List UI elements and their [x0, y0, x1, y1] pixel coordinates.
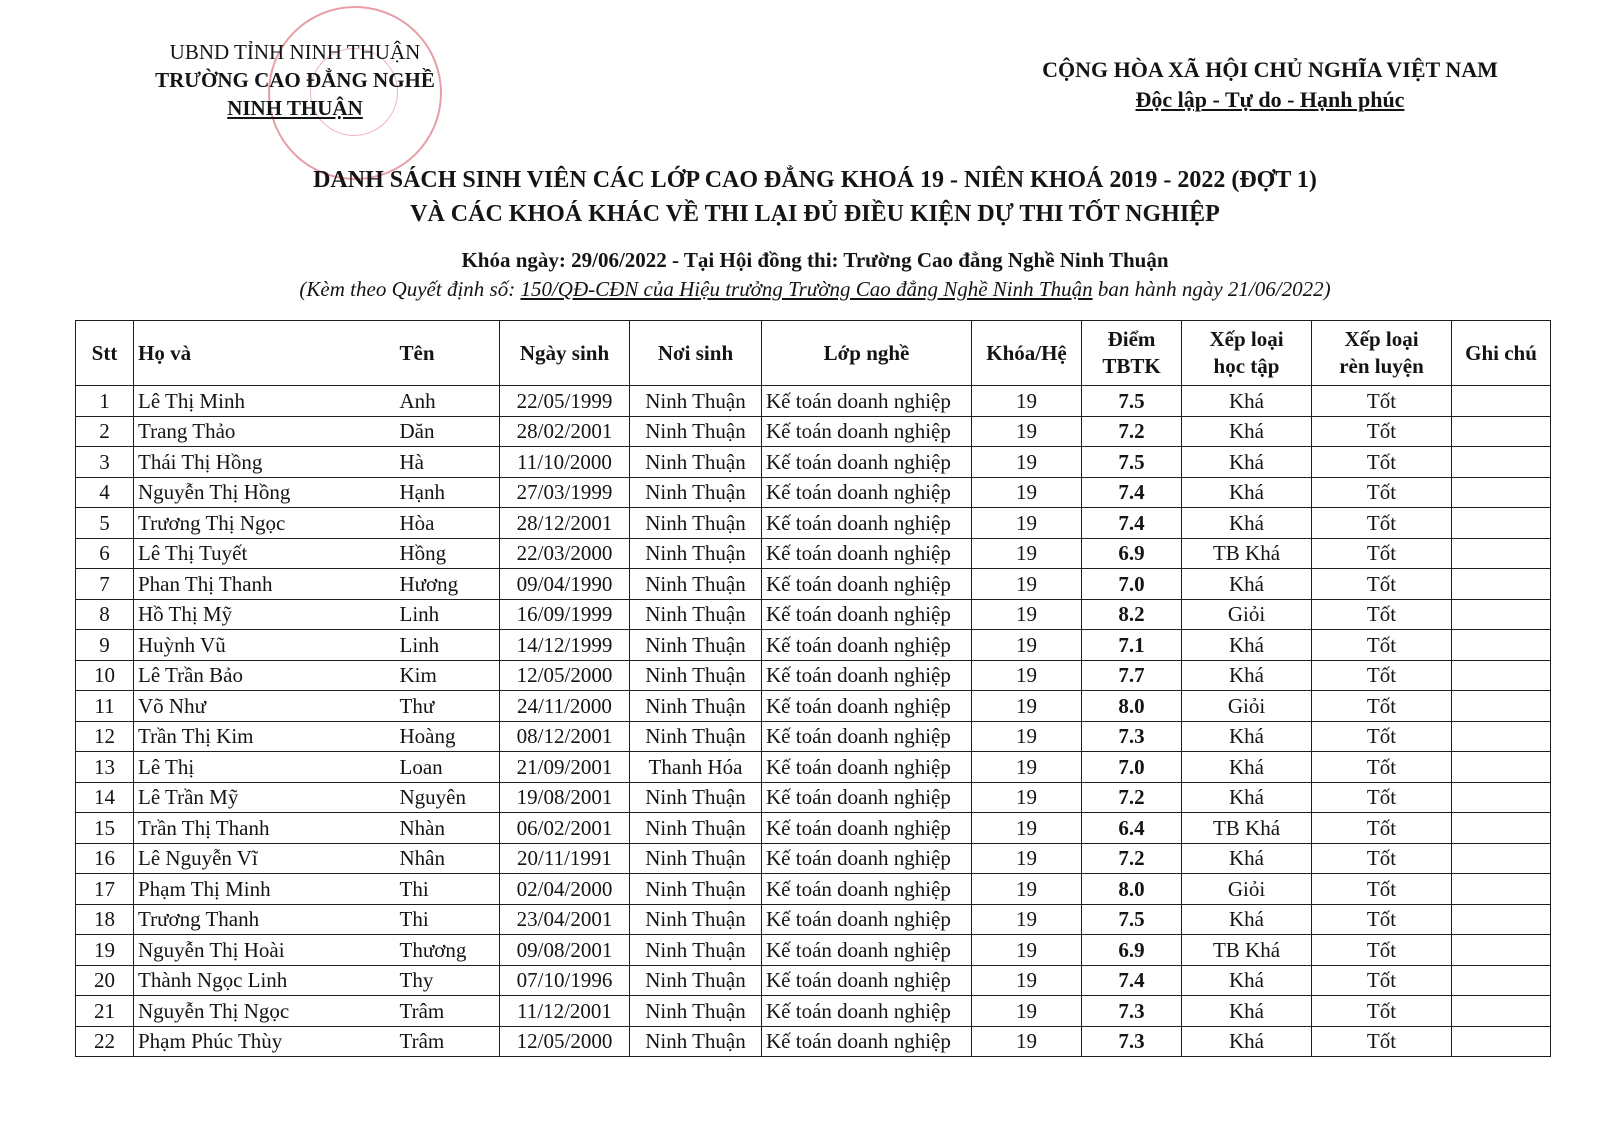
table-row — [76, 538, 1551, 569]
cell-noi-sinh: Ninh Thuận — [630, 416, 762, 447]
header-ren-luyen-line1: Xếp loại — [1344, 327, 1419, 351]
cell-stt: 22 — [76, 1026, 134, 1057]
cell-ho-va: Lê Trần Bảo — [134, 660, 396, 691]
table-row — [76, 965, 1551, 996]
cell-ho-va: Lê Nguyễn Vĩ — [134, 843, 396, 874]
cell-diem-tbtk: 6.9 — [1082, 935, 1182, 966]
cell-xep-loai-hoc-tap: Giỏi — [1182, 599, 1312, 630]
cell-xep-loai-hoc-tap: Khá — [1182, 1026, 1312, 1057]
cell-xep-loai-ren-luyen: Tốt — [1312, 630, 1452, 661]
cell-xep-loai-hoc-tap: Khá — [1182, 630, 1312, 661]
province-committee: UBND TỈNH NINH THUẬN — [169, 40, 421, 64]
cell-xep-loai-hoc-tap: TB Khá — [1182, 813, 1312, 844]
cell-ten: Trâm — [396, 996, 500, 1027]
cell-stt: 9 — [76, 630, 134, 661]
cell-noi-sinh: Ninh Thuận — [630, 813, 762, 844]
cell-xep-loai-ren-luyen: Tốt — [1312, 843, 1452, 874]
national-header — [1030, 55, 1510, 115]
cell-lop-nghe: Kế toán doanh nghiệp — [762, 508, 972, 539]
header-lop-nghe: Lớp nghề — [762, 321, 972, 386]
cell-lop-nghe: Kế toán doanh nghiệp — [762, 782, 972, 813]
cell-stt: 10 — [76, 660, 134, 691]
table-row — [76, 630, 1551, 661]
cell-noi-sinh: Ninh Thuận — [630, 386, 762, 417]
header-diem-tbtk — [1082, 321, 1182, 386]
exam-session-line: Khóa ngày: 29/06/2022 - Tại Hội đồng thi: Trường Cao đẳng Nghề Ninh Thuận — [461, 248, 1169, 272]
cell-ho-va: Lê Thị — [134, 752, 396, 783]
table-row — [76, 447, 1551, 478]
cell-ngay-sinh: 09/04/1990 — [500, 569, 630, 600]
cell-xep-loai-hoc-tap: Giỏi — [1182, 874, 1312, 905]
cell-xep-loai-hoc-tap: Khá — [1182, 996, 1312, 1027]
cell-khoa-he: 19 — [972, 813, 1082, 844]
table-row — [76, 599, 1551, 630]
cell-diem-tbtk: 7.7 — [1082, 660, 1182, 691]
cell-noi-sinh: Ninh Thuận — [630, 538, 762, 569]
cell-lop-nghe: Kế toán doanh nghiệp — [762, 599, 972, 630]
cell-xep-loai-ren-luyen: Tốt — [1312, 874, 1452, 905]
cell-lop-nghe: Kế toán doanh nghiệp — [762, 1026, 972, 1057]
cell-stt: 19 — [76, 935, 134, 966]
cell-khoa-he: 19 — [972, 538, 1082, 569]
cell-khoa-he: 19 — [972, 1026, 1082, 1057]
table-header-row — [76, 321, 1551, 386]
cell-ngay-sinh: 28/12/2001 — [500, 508, 630, 539]
cell-noi-sinh: Ninh Thuận — [630, 630, 762, 661]
cell-ho-va: Trần Thị Thanh — [134, 813, 396, 844]
cell-ho-va: Thái Thị Hồng — [134, 447, 396, 478]
cell-stt: 16 — [76, 843, 134, 874]
cell-lop-nghe: Kế toán doanh nghiệp — [762, 660, 972, 691]
cell-ten: Hạnh — [396, 477, 500, 508]
cell-ho-va: Lê Thị Minh — [134, 386, 396, 417]
decision-prefix: (Kèm theo Quyết định số: — [299, 277, 521, 301]
cell-diem-tbtk: 7.2 — [1082, 416, 1182, 447]
cell-diem-tbtk: 8.0 — [1082, 874, 1182, 905]
cell-noi-sinh: Ninh Thuận — [630, 782, 762, 813]
cell-lop-nghe: Kế toán doanh nghiệp — [762, 996, 972, 1027]
header-noi-sinh: Nơi sinh — [630, 321, 762, 386]
cell-khoa-he: 19 — [972, 721, 1082, 752]
table-row — [76, 813, 1551, 844]
cell-diem-tbtk: 7.4 — [1082, 508, 1182, 539]
cell-ho-va: Trang Thảo — [134, 416, 396, 447]
cell-ghi-chu — [1452, 660, 1551, 691]
header-diem-line1: Điểm — [1107, 327, 1156, 351]
cell-diem-tbtk: 7.5 — [1082, 904, 1182, 935]
cell-ten: Trâm — [396, 1026, 500, 1057]
cell-noi-sinh: Ninh Thuận — [630, 996, 762, 1027]
cell-xep-loai-ren-luyen: Tốt — [1312, 752, 1452, 783]
cell-xep-loai-ren-luyen: Tốt — [1312, 904, 1452, 935]
cell-ten: Anh — [396, 386, 500, 417]
table-row — [76, 843, 1551, 874]
cell-stt: 17 — [76, 874, 134, 905]
cell-ghi-chu — [1452, 508, 1551, 539]
cell-diem-tbtk: 7.1 — [1082, 630, 1182, 661]
cell-diem-tbtk: 7.4 — [1082, 477, 1182, 508]
cell-lop-nghe: Kế toán doanh nghiệp — [762, 691, 972, 722]
cell-ten: Linh — [396, 630, 500, 661]
cell-xep-loai-hoc-tap: Khá — [1182, 904, 1312, 935]
cell-ten: Dăn — [396, 416, 500, 447]
cell-ghi-chu — [1452, 1026, 1551, 1057]
cell-ngay-sinh: 09/08/2001 — [500, 935, 630, 966]
cell-khoa-he: 19 — [972, 660, 1082, 691]
cell-khoa-he: 19 — [972, 447, 1082, 478]
header-ten: Tên — [396, 321, 500, 386]
cell-ho-va: Trương Thị Ngọc — [134, 508, 396, 539]
cell-xep-loai-hoc-tap: Khá — [1182, 965, 1312, 996]
cell-ten: Kim — [396, 660, 500, 691]
cell-ten: Nhân — [396, 843, 500, 874]
cell-ho-va: Hồ Thị Mỹ — [134, 599, 396, 630]
cell-noi-sinh: Ninh Thuận — [630, 599, 762, 630]
cell-diem-tbtk: 7.0 — [1082, 752, 1182, 783]
national-motto: Độc lập - Tự do - Hạnh phúc — [1135, 87, 1405, 112]
cell-ghi-chu — [1452, 935, 1551, 966]
document-title — [180, 163, 1450, 231]
cell-lop-nghe: Kế toán doanh nghiệp — [762, 569, 972, 600]
cell-lop-nghe: Kế toán doanh nghiệp — [762, 874, 972, 905]
cell-stt: 7 — [76, 569, 134, 600]
cell-khoa-he: 19 — [972, 904, 1082, 935]
cell-noi-sinh: Ninh Thuận — [630, 843, 762, 874]
cell-khoa-he: 19 — [972, 630, 1082, 661]
cell-lop-nghe: Kế toán doanh nghiệp — [762, 843, 972, 874]
cell-xep-loai-hoc-tap: TB Khá — [1182, 935, 1312, 966]
table-row — [76, 721, 1551, 752]
cell-ten: Nguyên — [396, 782, 500, 813]
cell-ghi-chu — [1452, 477, 1551, 508]
cell-ghi-chu — [1452, 599, 1551, 630]
cell-xep-loai-hoc-tap: Khá — [1182, 416, 1312, 447]
country-name: CỘNG HÒA XÃ HỘI CHỦ NGHĨA VIỆT NAM — [1042, 57, 1498, 82]
cell-lop-nghe: Kế toán doanh nghiệp — [762, 935, 972, 966]
cell-ghi-chu — [1452, 813, 1551, 844]
cell-xep-loai-hoc-tap: Khá — [1182, 508, 1312, 539]
header-hoc-tap-line2: học tập — [1213, 354, 1280, 378]
cell-stt: 8 — [76, 599, 134, 630]
cell-stt: 5 — [76, 508, 134, 539]
cell-khoa-he: 19 — [972, 569, 1082, 600]
cell-diem-tbtk: 7.2 — [1082, 843, 1182, 874]
cell-noi-sinh: Ninh Thuận — [630, 721, 762, 752]
cell-lop-nghe: Kế toán doanh nghiệp — [762, 630, 972, 661]
issuing-agency-header — [130, 38, 460, 122]
cell-ho-va: Lê Trần Mỹ — [134, 782, 396, 813]
cell-khoa-he: 19 — [972, 996, 1082, 1027]
header-ren-luyen-line2: rèn luyện — [1339, 354, 1424, 378]
cell-stt: 1 — [76, 386, 134, 417]
cell-ghi-chu — [1452, 782, 1551, 813]
cell-ghi-chu — [1452, 447, 1551, 478]
cell-xep-loai-ren-luyen: Tốt — [1312, 721, 1452, 752]
table-row — [76, 660, 1551, 691]
cell-ghi-chu — [1452, 904, 1551, 935]
cell-ten: Linh — [396, 599, 500, 630]
cell-ghi-chu — [1452, 569, 1551, 600]
cell-xep-loai-ren-luyen: Tốt — [1312, 782, 1452, 813]
title-line2: VÀ CÁC KHOÁ KHÁC VỀ THI LẠI ĐỦ ĐIỀU KIỆN DỰ THI TỐT NGHIỆP — [410, 201, 1220, 227]
cell-khoa-he: 19 — [972, 874, 1082, 905]
cell-khoa-he: 19 — [972, 599, 1082, 630]
cell-ngay-sinh: 27/03/1999 — [500, 477, 630, 508]
cell-lop-nghe: Kế toán doanh nghiệp — [762, 447, 972, 478]
cell-stt: 3 — [76, 447, 134, 478]
table-row — [76, 508, 1551, 539]
cell-diem-tbtk: 8.0 — [1082, 691, 1182, 722]
cell-khoa-he: 19 — [972, 691, 1082, 722]
table-row — [76, 416, 1551, 447]
cell-ngay-sinh: 06/02/2001 — [500, 813, 630, 844]
cell-ten: Nhàn — [396, 813, 500, 844]
cell-ghi-chu — [1452, 721, 1551, 752]
cell-ten: Hoàng — [396, 721, 500, 752]
cell-khoa-he: 19 — [972, 416, 1082, 447]
cell-ngay-sinh: 28/02/2001 — [500, 416, 630, 447]
cell-ghi-chu — [1452, 843, 1551, 874]
cell-ghi-chu — [1452, 996, 1551, 1027]
cell-ho-va: Phạm Thị Minh — [134, 874, 396, 905]
cell-ten: Thi — [396, 874, 500, 905]
decision-number: 150/QĐ-CĐN của Hiệu trưởng Trường Cao đẳng Nghề Ninh Thuận — [520, 277, 1093, 301]
cell-xep-loai-ren-luyen: Tốt — [1312, 965, 1452, 996]
table-row — [76, 904, 1551, 935]
cell-khoa-he: 19 — [972, 752, 1082, 783]
decision-reference — [180, 275, 1450, 303]
header-stt: Stt — [76, 321, 134, 386]
cell-xep-loai-ren-luyen: Tốt — [1312, 1026, 1452, 1057]
cell-xep-loai-ren-luyen: Tốt — [1312, 447, 1452, 478]
table-row — [76, 477, 1551, 508]
cell-lop-nghe: Kế toán doanh nghiệp — [762, 752, 972, 783]
cell-khoa-he: 19 — [972, 935, 1082, 966]
cell-ngay-sinh: 19/08/2001 — [500, 782, 630, 813]
cell-xep-loai-ren-luyen: Tốt — [1312, 569, 1452, 600]
table-row — [76, 1026, 1551, 1057]
header-xep-loai-hoc-tap — [1182, 321, 1312, 386]
cell-ngay-sinh: 14/12/1999 — [500, 630, 630, 661]
cell-xep-loai-ren-luyen: Tốt — [1312, 691, 1452, 722]
cell-ten: Thi — [396, 904, 500, 935]
decision-suffix: ban hành ngày 21/06/2022) — [1092, 277, 1331, 301]
cell-noi-sinh: Thanh Hóa — [630, 752, 762, 783]
cell-ngay-sinh: 21/09/2001 — [500, 752, 630, 783]
cell-ho-va: Võ Như — [134, 691, 396, 722]
table-row — [76, 996, 1551, 1027]
cell-khoa-he: 19 — [972, 782, 1082, 813]
cell-diem-tbtk: 7.3 — [1082, 1026, 1182, 1057]
cell-lop-nghe: Kế toán doanh nghiệp — [762, 477, 972, 508]
student-list-table — [75, 320, 1551, 1057]
header-ho-va: Họ và — [134, 321, 396, 386]
table-row — [76, 569, 1551, 600]
cell-diem-tbtk: 7.5 — [1082, 447, 1182, 478]
cell-stt: 14 — [76, 782, 134, 813]
header-ngay-sinh: Ngày sinh — [500, 321, 630, 386]
cell-xep-loai-hoc-tap: Khá — [1182, 782, 1312, 813]
header-hoc-tap-line1: Xếp loại — [1209, 327, 1284, 351]
cell-lop-nghe: Kế toán doanh nghiệp — [762, 538, 972, 569]
header-ghi-chu: Ghi chú — [1452, 321, 1551, 386]
cell-ho-va: Phạm Phúc Thùy — [134, 1026, 396, 1057]
cell-noi-sinh: Ninh Thuận — [630, 660, 762, 691]
cell-xep-loai-ren-luyen: Tốt — [1312, 935, 1452, 966]
cell-ngay-sinh: 16/09/1999 — [500, 599, 630, 630]
cell-diem-tbtk: 8.2 — [1082, 599, 1182, 630]
cell-khoa-he: 19 — [972, 477, 1082, 508]
cell-stt: 21 — [76, 996, 134, 1027]
cell-ngay-sinh: 08/12/2001 — [500, 721, 630, 752]
cell-ho-va: Lê Thị Tuyết — [134, 538, 396, 569]
table-row — [76, 752, 1551, 783]
cell-khoa-he: 19 — [972, 965, 1082, 996]
cell-stt: 6 — [76, 538, 134, 569]
cell-ngay-sinh: 20/11/1991 — [500, 843, 630, 874]
cell-ho-va: Nguyễn Thị Hoài — [134, 935, 396, 966]
cell-diem-tbtk: 7.3 — [1082, 996, 1182, 1027]
header-khoa-he: Khóa/Hệ — [972, 321, 1082, 386]
cell-ghi-chu — [1452, 386, 1551, 417]
cell-ngay-sinh: 22/05/1999 — [500, 386, 630, 417]
cell-diem-tbtk: 7.3 — [1082, 721, 1182, 752]
cell-noi-sinh: Ninh Thuận — [630, 904, 762, 935]
header-diem-line2: TBTK — [1102, 354, 1161, 378]
cell-ngay-sinh: 02/04/2000 — [500, 874, 630, 905]
cell-xep-loai-hoc-tap: Khá — [1182, 721, 1312, 752]
cell-ghi-chu — [1452, 416, 1551, 447]
cell-ten: Hương — [396, 569, 500, 600]
cell-ho-va: Nguyễn Thị Hồng — [134, 477, 396, 508]
title-line1: DANH SÁCH SINH VIÊN CÁC LỚP CAO ĐẲNG KHOÁ 19 - NIÊN KHOÁ 2019 - 2022 (ĐỢT 1) — [313, 167, 1317, 193]
cell-xep-loai-ren-luyen: Tốt — [1312, 477, 1452, 508]
cell-stt: 2 — [76, 416, 134, 447]
cell-diem-tbtk: 6.4 — [1082, 813, 1182, 844]
cell-noi-sinh: Ninh Thuận — [630, 508, 762, 539]
cell-ngay-sinh: 12/05/2000 — [500, 1026, 630, 1057]
cell-xep-loai-ren-luyen: Tốt — [1312, 996, 1452, 1027]
cell-noi-sinh: Ninh Thuận — [630, 691, 762, 722]
cell-ngay-sinh: 24/11/2000 — [500, 691, 630, 722]
cell-ngay-sinh: 12/05/2000 — [500, 660, 630, 691]
cell-stt: 13 — [76, 752, 134, 783]
cell-ghi-chu — [1452, 538, 1551, 569]
cell-lop-nghe: Kế toán doanh nghiệp — [762, 965, 972, 996]
cell-xep-loai-hoc-tap: Khá — [1182, 447, 1312, 478]
cell-xep-loai-hoc-tap: Khá — [1182, 386, 1312, 417]
cell-xep-loai-hoc-tap: Khá — [1182, 843, 1312, 874]
cell-ho-va: Phan Thị Thanh — [134, 569, 396, 600]
cell-khoa-he: 19 — [972, 843, 1082, 874]
cell-xep-loai-ren-luyen: Tốt — [1312, 599, 1452, 630]
cell-ghi-chu — [1452, 752, 1551, 783]
cell-ghi-chu — [1452, 691, 1551, 722]
cell-ten: Thy — [396, 965, 500, 996]
cell-noi-sinh: Ninh Thuận — [630, 569, 762, 600]
cell-ngay-sinh: 11/12/2001 — [500, 996, 630, 1027]
table-row — [76, 386, 1551, 417]
cell-xep-loai-hoc-tap: Khá — [1182, 569, 1312, 600]
cell-ho-va: Huỳnh Vũ — [134, 630, 396, 661]
cell-ten: Thư — [396, 691, 500, 722]
cell-lop-nghe: Kế toán doanh nghiệp — [762, 416, 972, 447]
cell-xep-loai-hoc-tap: Giỏi — [1182, 691, 1312, 722]
cell-diem-tbtk: 6.9 — [1082, 538, 1182, 569]
cell-xep-loai-ren-luyen: Tốt — [1312, 386, 1452, 417]
cell-lop-nghe: Kế toán doanh nghiệp — [762, 721, 972, 752]
cell-ho-va: Trần Thị Kim — [134, 721, 396, 752]
cell-ngay-sinh: 11/10/2000 — [500, 447, 630, 478]
cell-stt: 4 — [76, 477, 134, 508]
cell-xep-loai-hoc-tap: Khá — [1182, 477, 1312, 508]
cell-xep-loai-ren-luyen: Tốt — [1312, 660, 1452, 691]
cell-stt: 11 — [76, 691, 134, 722]
cell-ngay-sinh: 07/10/1996 — [500, 965, 630, 996]
cell-xep-loai-hoc-tap: Khá — [1182, 660, 1312, 691]
cell-xep-loai-hoc-tap: TB Khá — [1182, 538, 1312, 569]
cell-ten: Loan — [396, 752, 500, 783]
cell-ten: Hồng — [396, 538, 500, 569]
cell-diem-tbtk: 7.5 — [1082, 386, 1182, 417]
cell-noi-sinh: Ninh Thuận — [630, 935, 762, 966]
cell-noi-sinh: Ninh Thuận — [630, 965, 762, 996]
school-name-line2: NINH THUẬN — [227, 96, 363, 120]
cell-ho-va: Nguyễn Thị Ngọc — [134, 996, 396, 1027]
table-row — [76, 782, 1551, 813]
table-row — [76, 691, 1551, 722]
cell-lop-nghe: Kế toán doanh nghiệp — [762, 386, 972, 417]
cell-xep-loai-ren-luyen: Tốt — [1312, 416, 1452, 447]
header-xep-loai-ren-luyen — [1312, 321, 1452, 386]
cell-ten: Thương — [396, 935, 500, 966]
cell-lop-nghe: Kế toán doanh nghiệp — [762, 904, 972, 935]
cell-noi-sinh: Ninh Thuận — [630, 874, 762, 905]
cell-ten: Hà — [396, 447, 500, 478]
cell-stt: 20 — [76, 965, 134, 996]
cell-stt: 18 — [76, 904, 134, 935]
cell-lop-nghe: Kế toán doanh nghiệp — [762, 813, 972, 844]
cell-stt: 15 — [76, 813, 134, 844]
cell-xep-loai-ren-luyen: Tốt — [1312, 813, 1452, 844]
cell-ghi-chu — [1452, 630, 1551, 661]
school-name-line1: TRƯỜNG CAO ĐẲNG NGHỀ — [155, 68, 435, 92]
cell-diem-tbtk: 7.0 — [1082, 569, 1182, 600]
cell-diem-tbtk: 7.4 — [1082, 965, 1182, 996]
cell-ho-va: Thành Ngọc Linh — [134, 965, 396, 996]
cell-xep-loai-ren-luyen: Tốt — [1312, 538, 1452, 569]
cell-xep-loai-ren-luyen: Tốt — [1312, 508, 1452, 539]
cell-noi-sinh: Ninh Thuận — [630, 1026, 762, 1057]
cell-ghi-chu — [1452, 874, 1551, 905]
cell-noi-sinh: Ninh Thuận — [630, 447, 762, 478]
table-row — [76, 874, 1551, 905]
cell-ten: Hòa — [396, 508, 500, 539]
cell-xep-loai-hoc-tap: Khá — [1182, 752, 1312, 783]
cell-ho-va: Trương Thanh — [134, 904, 396, 935]
cell-diem-tbtk: 7.2 — [1082, 782, 1182, 813]
cell-ghi-chu — [1452, 965, 1551, 996]
cell-ngay-sinh: 23/04/2001 — [500, 904, 630, 935]
table-row — [76, 935, 1551, 966]
cell-ngay-sinh: 22/03/2000 — [500, 538, 630, 569]
cell-khoa-he: 19 — [972, 508, 1082, 539]
cell-stt: 12 — [76, 721, 134, 752]
cell-noi-sinh: Ninh Thuận — [630, 477, 762, 508]
cell-khoa-he: 19 — [972, 386, 1082, 417]
